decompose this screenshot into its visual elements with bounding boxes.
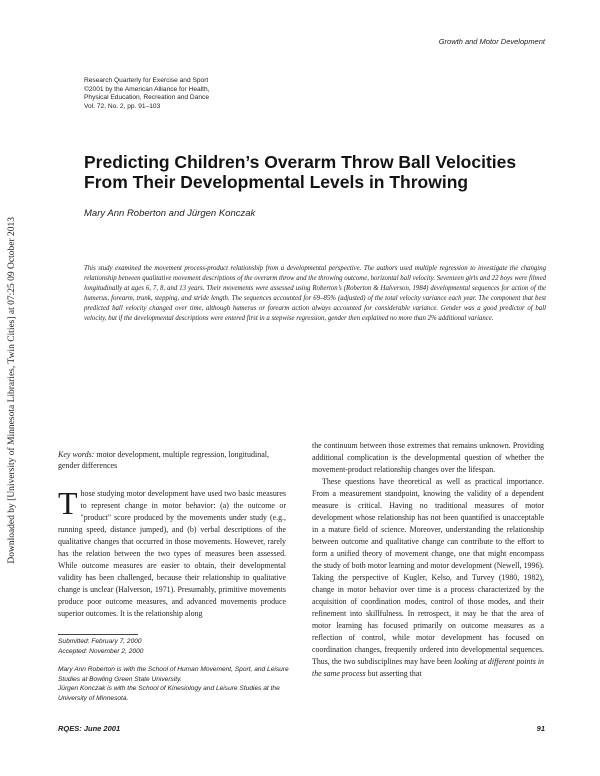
footnote-rule <box>58 634 138 635</box>
journal-copyright: ©2001 by the American Alliance for Health, <box>84 85 210 93</box>
journal-volume: Vol. 72, No. 2, pp. 91–103 <box>84 102 161 110</box>
journal-name: Research Quarterly for Exercise and Sport <box>84 77 209 84</box>
body-column-right <box>312 440 544 680</box>
keywords <box>58 449 286 471</box>
right-paragraph-2-italic: looking at different points in the same process <box>312 657 544 678</box>
author-affiliations <box>58 665 294 703</box>
submission-dates <box>58 637 143 656</box>
intro-paragraph <box>58 485 286 620</box>
submitted-date: Submitted: February 7, 2000 <box>58 638 142 645</box>
affiliation-2: Jürgen Konczak is with the School of Kinesiology and Leisure Studies at the University of Minnesota. <box>58 685 280 702</box>
article-authors: Mary Ann Roberton and Jürgen Konczak <box>84 208 256 219</box>
abstract: This study examined the movement process-product relationship from a developmental perspective. The authors used multiple regression to investigate the changing relationship between qualitative movement descriptions of the overarm throw and the throwing outcome, horizontal ball velocity. Seventeen girls and 22 boys were filmed longitudinally at ages 6, 7, 8, and 13 years. Their movements were assessed using Roberton’s (Roberton & Halverson, 1984) developmental sequences for action of the humerus, forearm, trunk, stepping, and stride length. The sequences accounted for 69–85% (adjusted) of the total velocity variance each year. The component that best predicted ball velocity changed over time, although humerus or forearm action always accounted for considerable variance. Gender was a good predictor of ball velocity, but if the developmental descriptions were entered first in a stepwise regression, gender then explained no more than 2% additional variance. <box>84 265 546 322</box>
journal-info <box>84 77 209 111</box>
journal-copyright-cont: Physical Education, Recreation and Dance <box>84 94 209 102</box>
title-line-2: From Their Developmental Levels in Throwing <box>84 172 469 192</box>
affiliation-1: Mary Ann Roberton is with the School of Human Movement, Sport, and Leisure Studies at Bowling Green State University. <box>58 666 289 683</box>
intro-text: hose studying motor development have used two basic measures to represent change in motor behavior: (a) the outcome or "product" score produced by the movements under study (e.g., running speed, distance jumped), and (b) verbal descriptions of the qualitative changes that occurred in those movements. However, rarely has the relation between the two types of measures been assessed. While outcome measures are easier to obtain, their developmental validity has been challenged, because their relationship to qualitative change is unclear (Halverson, 1971). Presumably, primitive movements produce poor outcome measures, and advanced movements produce superior outcomes. It is the relationship along <box>58 489 286 618</box>
drop-cap: T <box>58 485 78 521</box>
right-paragraph-1: the continuum between those extremes that remains unknown. Providing additional complication is the developmental question of whether the movement-product relationship changes over the lifespan. <box>312 441 544 474</box>
right-paragraph-2 <box>312 476 544 680</box>
title-line-1: Predicting Children’s Overarm Throw Ball Velocities <box>84 152 517 172</box>
footer-journal-date: RQES: June 2001 <box>58 724 121 733</box>
keywords-label: Key words: <box>58 450 95 459</box>
section-header: Growth and Motor Development <box>438 37 545 46</box>
download-sidebar <box>4 180 20 600</box>
keywords-text: motor development, multiple regression, longitudinal, gender differences <box>58 450 270 470</box>
page-number: 91 <box>536 724 545 733</box>
body-column-left <box>58 485 286 620</box>
right-paragraph-2-end: but asserting that <box>367 669 422 678</box>
article-title <box>84 152 554 192</box>
download-note: Downloaded by [University of Minnesota Libraries, Twin Cities] at 07:25 09 October 2013 <box>7 216 17 564</box>
accepted-date: Accepted: November 2, 2000 <box>58 647 144 655</box>
right-paragraph-2-text: These questions have theoretical as well as practical importance. From a measurement standpoint, knowing the validity of a dependent measure is critical. Having no traditional measures of motor development whose relationship has not been quantified is unacceptable in a mature field of science. Moreover, understanding the relationship between outcome and qualitative change can contribute to the effort to form a unified theory of movement change, one that might encompass the study of both motor learning and motor development (Newell, 1996). Taking the perspective of Kugler, Kelso, and Turvey (1980, 1982), change in motor behavior over time is a process characterized by the acquisition of coordination modes, control of those modes, and their refinement into skillfulness. In retrospect, it may be that the area of motor learning has focused primarily on outcome measures as a reflection of control, while motor development has focused on coordination changes, frequently ordered into developmental sequences. Thus, the two subdisciplines may have been <box>312 477 544 666</box>
